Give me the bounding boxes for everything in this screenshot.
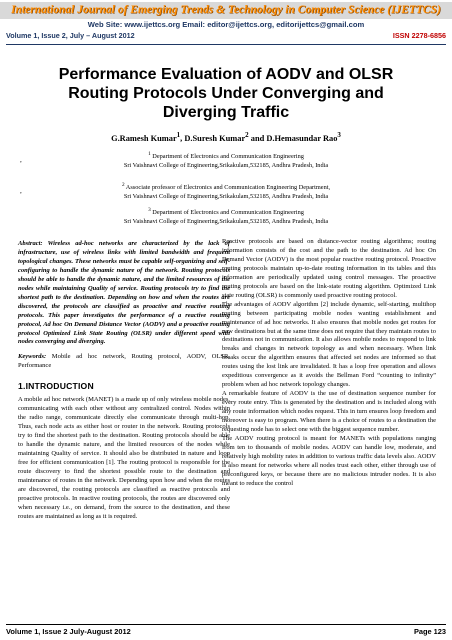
affiliation-1-sup: 1: [148, 151, 151, 157]
introduction-heading: 1.INTRODUCTION: [18, 381, 94, 392]
author-3: D.Hemasundar Rao: [266, 133, 338, 143]
affiliation-1-dept: Department of Electronics and Communication Engineering: [150, 153, 304, 161]
author-separator-1: ,: [180, 133, 185, 143]
title-line-1: Performance Evaluation of AODV and OLSR: [58, 66, 394, 83]
author-separator-2: and: [248, 133, 267, 143]
keywords-text: Mobile ad hoc network, Routing protocol, AODV, OLSR, Performance: [18, 353, 230, 370]
journal-contact-line: Web Site: www.ijettcs.org Email: editor@ijettcs.org, editorijettcs@gmail.com: [87, 20, 365, 29]
journal-banner: International Journal of Emerging Trends & Technology in Computer Science (IJETTCS): [0, 2, 452, 19]
affiliation-2-dept: Associate professor of Electronics and Communication Engineering Department,: [124, 184, 331, 192]
affiliation-3-dept: Department of Electronics and Communication Engineering: [150, 209, 304, 217]
affiliation-3-sup: 3: [148, 207, 151, 213]
author-list: [0, 131, 452, 143]
abstract-text: Abstract: Wireless ad-hoc networks are characterized by the lack of infrastructure, use of wireless links with limited bandwidth and frequent topological changes. These networks must be capable self-organizing and self-configuring to handle the dynamic nature of the network. Routing protocols should be able to handle the dynamic nature, and the limited resources of the nodes while maintaining Quality of service. Routing protocols try to find the shortest path to the destination. Depending on how and when the routes are discovered, the protocols are classified as proactive and reactive routing protocols. This paper investigates the performance of a reactive routing protocol, Ad hoc On Demand Distance Vector (AODV) and a proactive routing protocol Optimized Link State Routing (OLSR) under different speed with nodes converging and diverging.: [18, 240, 230, 346]
affiliation-3-college: Sri Vaishnavi College of Engineering,Srikakulam,532185, Andhra Pradesh, India: [123, 217, 329, 225]
footer-volume: Volume 1, Issue 2 July-August 2012: [6, 627, 131, 636]
keywords-label: Keywords:: [18, 353, 47, 361]
affiliation-2-mark: ,: [20, 187, 22, 195]
keywords-paragraph: [18, 353, 230, 371]
right-column: [222, 238, 436, 489]
page-number: Page 123: [413, 627, 446, 636]
volume-line: [6, 31, 446, 42]
affiliation-2-college: Sri Vaishnavi College of Engineering,Srikakulam,532185, Andhra Pradesh, India: [123, 192, 329, 200]
right-paragraph-1: Reactive protocols are based on distance-vector routing algorithms; routing information consists of the cost and the path to the destination. Ad hoc On Demand Vector (AODV) is the most popular reactive routing protocol. Proactive routing protocols maintain up-to-date routing information in its tables and this information are periodically updated using control messages. The proactive routing protocols are based on the link-state routing algorithm. Optimized Link state routing (OLSR) is commonly used proactive routing protocol.: [222, 238, 436, 299]
affiliation-1: [0, 150, 452, 170]
affiliation-2: [0, 181, 452, 201]
footer-divider: [6, 624, 446, 625]
affiliation-1-mark: ,: [20, 156, 22, 164]
title-line-3: Diverging Traffic: [162, 104, 290, 121]
left-column: [18, 240, 230, 522]
volume-info: Volume 1, Issue 2, July – August 2012: [6, 31, 135, 40]
title-line-2: Routing Protocols Under Converging and: [68, 85, 384, 102]
author-3-sup: 3: [337, 131, 341, 139]
right-paragraph-4: The AODV routing protocol is meant for MANETs with populations ranging from ten to thousands of mobile nodes. AODV can handle low, moderate, and relatively high mobility rates in addition to various traffic data levels also. AODV is also meant for networks where all nodes trust each other, either through use of preconfigured keys, or because there are no malicious intruder nodes. It is also meant to reduce the control: [222, 434, 436, 487]
right-paragraph-2: The advantages of AODV algorithm [2] include dynamic, self-starting, multihop routing between participating mobile nodes wanting establishment and maintenance of ad hoc networks. It also ensures that mobile nodes get routes for new destinations but at the same time does not require that they maintain routes to destinations not in communication. It also allows mobile nodes to respond to link breaks and changes in network topology as and when necessary. When link breaks occur the algorithm ensures that affected set nodes are informed so that routes using the lost link are invalidated. It has a loop free operation and allows expeditious convergence as it avoids the Bellman Ford “counting to infinity” problem when ad hoc network topology changes.: [222, 300, 436, 389]
affiliation-2-sup: 2: [121, 182, 125, 188]
header-divider: [6, 44, 446, 45]
author-1-sup: 1: [176, 131, 181, 139]
author-2: D.Suresh Kumar: [184, 133, 246, 143]
author-1: G.Ramesh Kumar: [111, 133, 177, 143]
affiliation-1-college: Sri Vaishnavi College of Engineering,Srikakulam,532185, Andhra Pradesh, India: [123, 161, 329, 169]
author-2-sup: 2: [245, 131, 249, 139]
introduction-text: A mobile ad hoc network (MANET) is a made up of only wireless mobile nodes, communicating with each other without any centralized control. Nodes within the radio range, communicate directly else communicate through multi-hop. Thus, each node acts as either host or router in the network. Routing protocols try to find the shortest path to the destination. Routing protocols should be able to handle the dynamic nature, and the limited resources of the nodes while maintaining Quality of service. It should also be distributed in nature and loop free for efficient communication [1]. The routing protocol is responsible for the route discovery to find the shortest possible route to the destination and maintenance of routes in the network. Depending upon how and when the routes are discovered, the routing protocols are classified as reactive protocols and proactive protocols. In reactive routing protocols, the routes are discovered only when necessary i.e., on demand, from the source to the destination, and these routes are maintained as long as it is required.: [18, 396, 230, 520]
affiliation-3: [0, 206, 452, 226]
issn-number: ISSN 2278-6856: [392, 31, 446, 40]
paper-title: [20, 65, 432, 122]
page-footer: [6, 627, 446, 638]
right-paragraph-3: A remarkable feature of AODV is the use of destination sequence number for every route entry. This is generated by the destination and is included along with any route information which nodes request. This in turn ensures loop freedom and moreover is easy to program. When there is a choice of routes to a destination the requesting node has to select one with the biggest sequence number.: [222, 390, 436, 434]
